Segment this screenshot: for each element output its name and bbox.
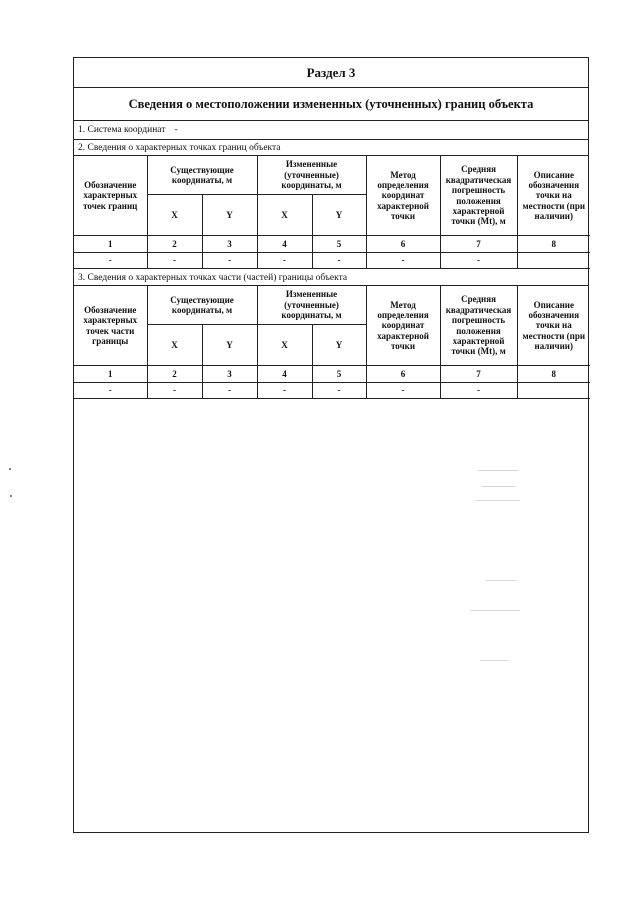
column-number: 3 xyxy=(202,366,257,383)
table-cell: - xyxy=(312,253,366,269)
table-cell: - xyxy=(74,253,147,269)
coord-system-row xyxy=(74,121,588,140)
column-number: 5 xyxy=(312,366,366,383)
column-number: 6 xyxy=(366,236,440,253)
table-row xyxy=(74,383,590,399)
coord-system-label: 1. Система координат xyxy=(78,125,166,135)
header-existing-coords: Существующие координаты, м xyxy=(147,156,257,195)
column-numbers-row xyxy=(74,366,590,383)
column-number: 7 xyxy=(440,236,517,253)
table-cell: - xyxy=(440,253,517,269)
scan-artifact xyxy=(486,580,516,581)
header-method: Метод определения координат характерной точки xyxy=(366,156,440,236)
table-cell: - xyxy=(312,383,366,399)
column-number: 8 xyxy=(517,236,590,253)
part-boundary-points-table xyxy=(74,286,590,399)
table2-heading: 3. Сведения о характерных точках части (частей) границы объекта xyxy=(74,270,588,286)
table-cell: - xyxy=(257,253,312,269)
header-changed-y: Y xyxy=(312,325,366,366)
table-cell: - xyxy=(366,383,440,399)
header-error: Средняя квадратическая погрешность положения характерной точки (Мt), м xyxy=(440,286,517,366)
header-point-designation: Обозначение характерных точек части границы xyxy=(74,286,147,366)
column-number: 3 xyxy=(202,236,257,253)
scan-artifact xyxy=(482,486,516,487)
scan-artifact xyxy=(476,500,520,501)
section-title: Раздел 3 xyxy=(74,58,588,88)
header-existing-x: X xyxy=(147,195,202,236)
header-changed-coords: Измененные (уточненные) координаты, м xyxy=(257,156,366,195)
scan-artifact xyxy=(470,610,520,611)
column-number: 8 xyxy=(517,366,590,383)
table-cell: - xyxy=(147,383,202,399)
coord-system-value: - xyxy=(174,125,178,135)
table1-heading: 2. Сведения о характерных точках границ объекта xyxy=(74,140,588,156)
column-number: 2 xyxy=(147,236,202,253)
column-number: 5 xyxy=(312,236,366,253)
header-changed-coords: Измененные (уточненные) координаты, м xyxy=(257,286,366,325)
boundary-points-table xyxy=(74,156,590,269)
column-number: 1 xyxy=(74,236,147,253)
column-number: 6 xyxy=(366,366,440,383)
header-changed-x: X xyxy=(257,325,312,366)
header-method: Метод определения координат характерной точки xyxy=(366,286,440,366)
header-description: Описание обозначения точки на местности (при наличии) xyxy=(517,156,590,236)
section-subtitle: Сведения о местоположении измененных (уточненных) границ объекта xyxy=(74,88,588,121)
scan-speck xyxy=(10,495,12,497)
header-changed-y: Y xyxy=(312,195,366,236)
scan-artifact xyxy=(478,470,518,471)
column-number: 7 xyxy=(440,366,517,383)
header-error: Средняя квадратическая погрешность положения характерной точки (Мt), м xyxy=(440,156,517,236)
header-existing-y: Y xyxy=(202,195,257,236)
table-cell: - xyxy=(74,383,147,399)
header-existing-x: X xyxy=(147,325,202,366)
scan-artifact xyxy=(480,660,508,661)
header-existing-coords: Существующие координаты, м xyxy=(147,286,257,325)
column-number: 4 xyxy=(257,236,312,253)
table-cell: - xyxy=(440,383,517,399)
header-description: Описание обозначения точки на местности (при наличии) xyxy=(517,286,590,366)
table-cell: - xyxy=(202,383,257,399)
scan-speck xyxy=(9,468,11,470)
document-frame xyxy=(73,57,589,833)
column-numbers-row xyxy=(74,236,590,253)
table-cell xyxy=(517,383,590,399)
header-point-designation: Обозначение характерных точек границ xyxy=(74,156,147,236)
column-number: 1 xyxy=(74,366,147,383)
table-row xyxy=(74,253,590,269)
table-cell: - xyxy=(202,253,257,269)
header-existing-y: Y xyxy=(202,325,257,366)
column-number: 4 xyxy=(257,366,312,383)
table-cell: - xyxy=(366,253,440,269)
column-number: 2 xyxy=(147,366,202,383)
table-cell xyxy=(517,253,590,269)
header-changed-x: X xyxy=(257,195,312,236)
table-cell: - xyxy=(257,383,312,399)
table-cell: - xyxy=(147,253,202,269)
